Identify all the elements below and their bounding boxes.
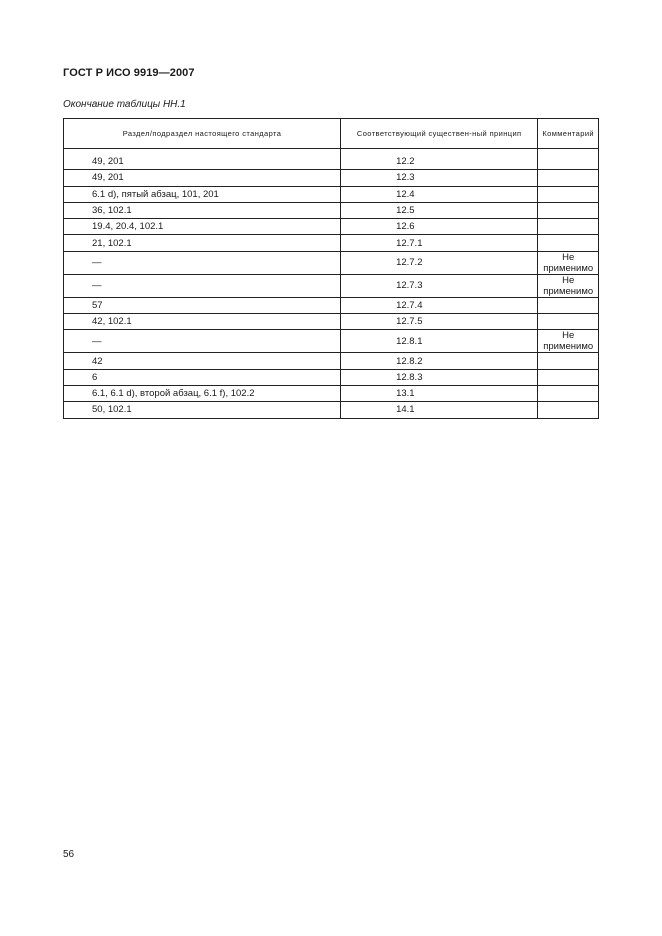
- cell-comment: [538, 170, 599, 186]
- cell-principle: 12.7.3: [341, 274, 538, 297]
- cell-principle: 12.8.3: [341, 369, 538, 385]
- table-row: [64, 235, 599, 251]
- cell-section: 36, 102.1: [64, 202, 341, 218]
- cell-section: 57: [64, 297, 341, 313]
- cell-section: 50, 102.1: [64, 402, 341, 418]
- table-row: [64, 170, 599, 186]
- column-header-principle: Соответствующий существен-ный принцип: [341, 119, 538, 149]
- cell-comment: [538, 235, 599, 251]
- table-row: [64, 353, 599, 369]
- table-row: [64, 186, 599, 202]
- cell-section: 6: [64, 369, 341, 385]
- cell-principle: 12.6: [341, 219, 538, 235]
- cell-section: 21, 102.1: [64, 235, 341, 251]
- cell-comment: [538, 219, 599, 235]
- cell-comment: [538, 154, 599, 170]
- cell-section: —: [64, 330, 341, 353]
- cell-comment: Не применимо: [538, 330, 599, 353]
- table-row: [64, 314, 599, 330]
- cell-comment: Не применимо: [538, 274, 599, 297]
- table-row: [64, 219, 599, 235]
- cell-comment: [538, 314, 599, 330]
- table-row: [64, 330, 599, 353]
- cell-section: 42, 102.1: [64, 314, 341, 330]
- table-header-row: [64, 119, 599, 149]
- column-header-section: Раздел/подраздел настоящего стандарта: [64, 119, 341, 149]
- table-row: [64, 297, 599, 313]
- table-row: [64, 402, 599, 418]
- cell-section: 19.4, 20.4, 102.1: [64, 219, 341, 235]
- table-caption: Окончание таблицы НН.1: [63, 99, 186, 110]
- cell-principle: 13.1: [341, 385, 538, 401]
- cell-principle: 12.7.4: [341, 297, 538, 313]
- cell-principle: 12.7.5: [341, 314, 538, 330]
- cell-section: 6.1, 6.1 d), второй абзац, 6.1 f), 102.2: [64, 385, 341, 401]
- document-code: ГОСТ Р ИСО 9919—2007: [63, 67, 195, 79]
- table-row: [64, 251, 599, 274]
- cell-section: 42: [64, 353, 341, 369]
- cell-principle: 12.4: [341, 186, 538, 202]
- cell-comment: [538, 186, 599, 202]
- cell-principle: 12.8.1: [341, 330, 538, 353]
- table-row: [64, 385, 599, 401]
- page-number: 56: [63, 849, 75, 860]
- cell-principle: 12.5: [341, 202, 538, 218]
- cell-comment: [538, 297, 599, 313]
- cell-section: 49, 201: [64, 170, 341, 186]
- cell-section: 6.1 d), пятый абзац, 101, 201: [64, 186, 341, 202]
- cell-principle: 12.8.2: [341, 353, 538, 369]
- cell-section: 49, 201: [64, 154, 341, 170]
- cell-principle: 12.2: [341, 154, 538, 170]
- correspondence-table: [63, 118, 599, 419]
- cell-comment: Не применимо: [538, 251, 599, 274]
- cell-comment: [538, 353, 599, 369]
- table-row: [64, 154, 599, 170]
- cell-section: —: [64, 251, 341, 274]
- cell-comment: [538, 369, 599, 385]
- table-row: [64, 274, 599, 297]
- cell-principle: 14.1: [341, 402, 538, 418]
- cell-comment: [538, 402, 599, 418]
- cell-comment: [538, 202, 599, 218]
- cell-comment: [538, 385, 599, 401]
- table-row: [64, 202, 599, 218]
- cell-principle: 12.3: [341, 170, 538, 186]
- cell-section: —: [64, 274, 341, 297]
- column-header-comment: Комментарий: [538, 119, 599, 149]
- cell-principle: 12.7.1: [341, 235, 538, 251]
- cell-principle: 12.7.2: [341, 251, 538, 274]
- table-row: [64, 369, 599, 385]
